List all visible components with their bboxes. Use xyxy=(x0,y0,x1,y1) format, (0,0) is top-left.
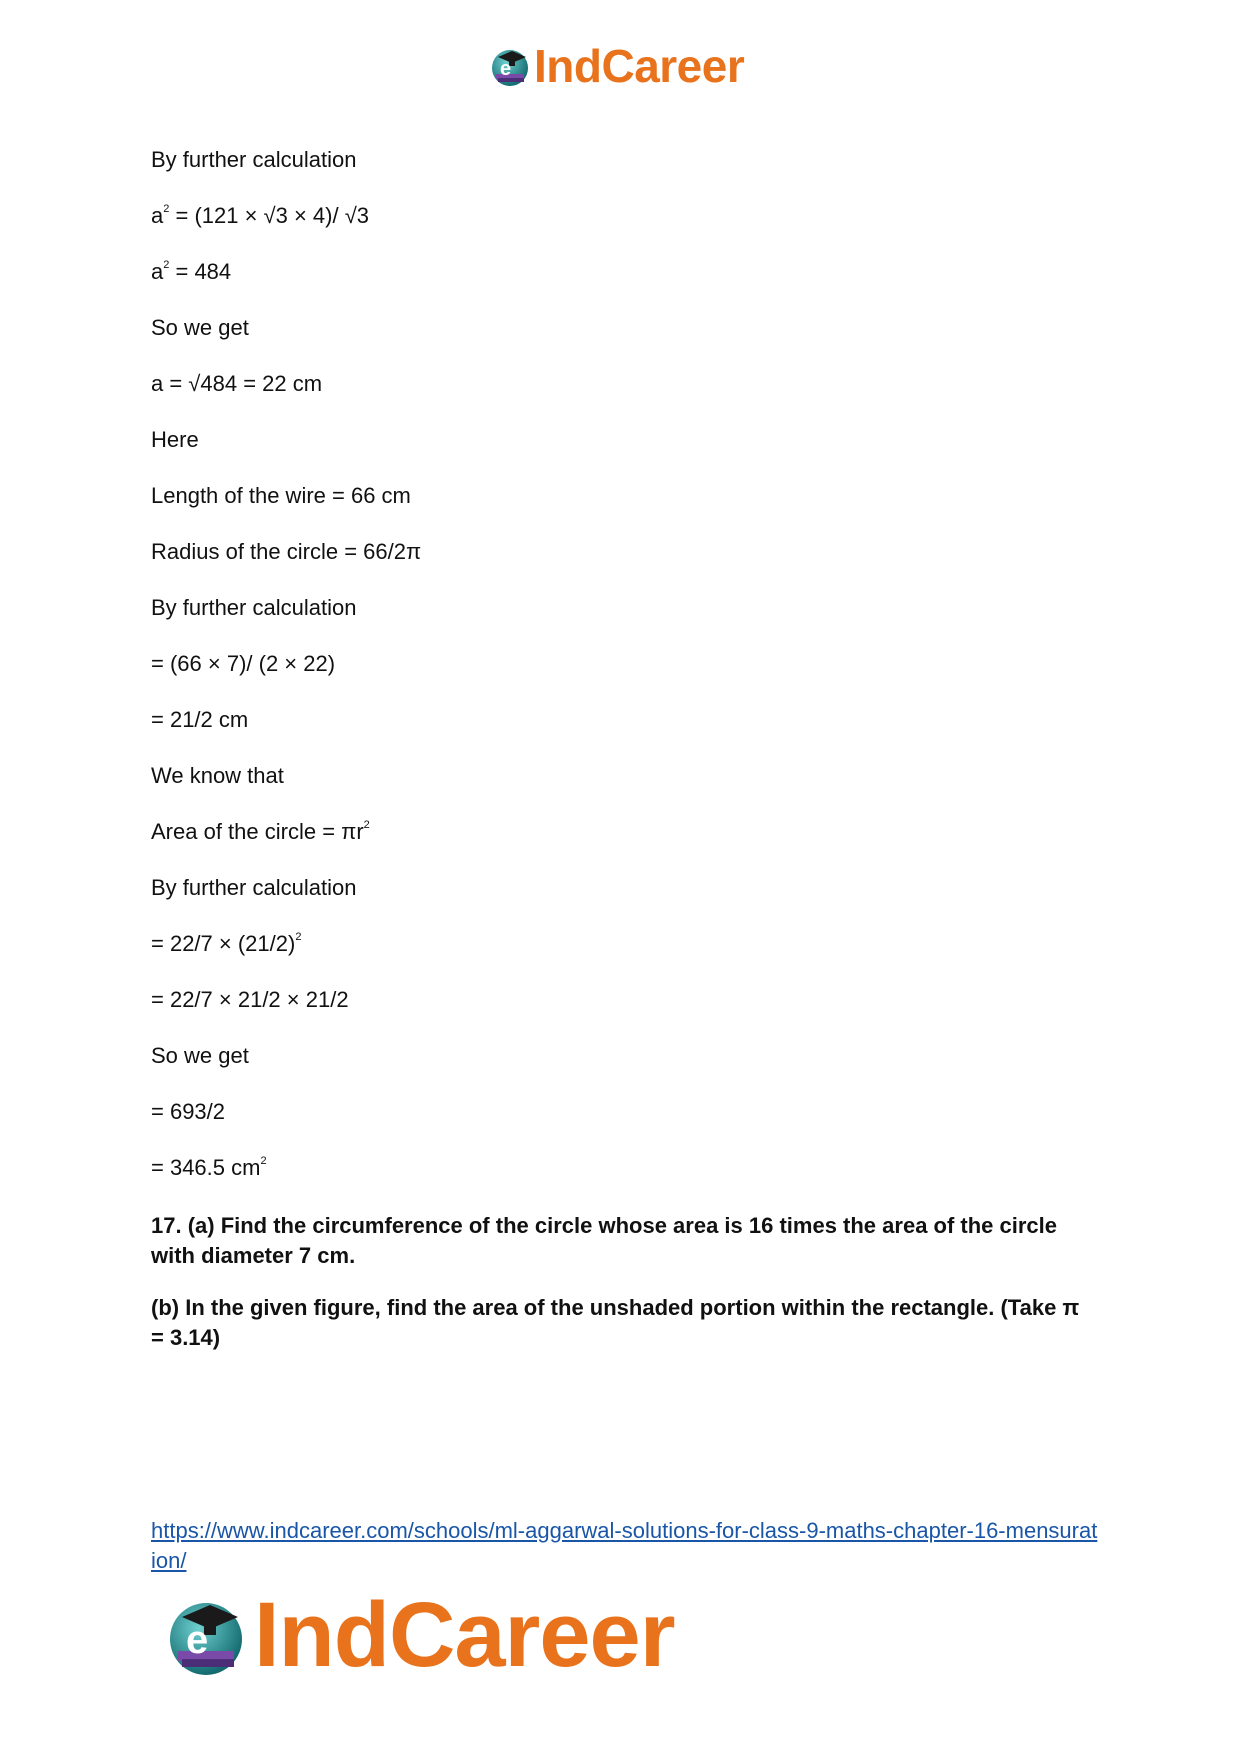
solution-line xyxy=(151,875,1091,901)
svg-text:e: e xyxy=(186,1618,209,1662)
indcareer-logo-icon xyxy=(488,44,532,88)
solution-lines xyxy=(151,147,1091,1181)
line-text: Area of the circle = πr xyxy=(151,819,364,844)
superscript: 2 xyxy=(163,203,170,215)
solution-line xyxy=(151,707,1091,733)
superscript: 2 xyxy=(163,259,170,271)
header-logo xyxy=(488,40,744,92)
line-text: a = √484 = 22 cm xyxy=(151,371,323,396)
superscript: 2 xyxy=(260,1155,267,1167)
line-text: = 22/7 × 21/2 × 21/2 xyxy=(151,987,349,1012)
solution-line xyxy=(151,259,1091,285)
line-text: Here xyxy=(151,427,199,452)
solution-line xyxy=(151,819,1091,845)
line-text: We know that xyxy=(151,763,284,788)
solution-line xyxy=(151,595,1091,621)
source-link[interactable]: https://www.indcareer.com/schools/ml-aggarwal-solutions-for-class-9-maths-chapter-16-mensuration/ xyxy=(151,1518,1098,1573)
line-text: a xyxy=(151,203,164,228)
solution-line xyxy=(151,315,1091,341)
solution-line xyxy=(151,371,1091,397)
superscript: 2 xyxy=(363,819,370,831)
solution-line xyxy=(151,203,1091,229)
line-text: By further calculation xyxy=(151,595,357,620)
solution-line xyxy=(151,651,1091,677)
line-text: = 22/7 × (21/2) xyxy=(151,931,296,956)
question-17a: 17. (a) Find the circumference of the circle whose area is 16 times the area of the circle with diameter 7 cm. xyxy=(151,1213,1058,1268)
document-content xyxy=(151,147,1091,1375)
header-logo-text: IndCareer xyxy=(534,40,745,92)
line-text: So we get xyxy=(151,315,249,340)
line-text-tail: = (121 × √3 × 4)/ √3 xyxy=(169,203,370,228)
line-text: = 693/2 xyxy=(151,1099,226,1124)
line-text-tail: = 484 xyxy=(169,259,232,284)
solution-line xyxy=(151,147,1091,173)
footer-logo xyxy=(162,1585,675,1685)
solution-line xyxy=(151,987,1091,1013)
svg-text:e: e xyxy=(500,58,512,80)
solution-line xyxy=(151,483,1091,509)
line-text: So we get xyxy=(151,1043,249,1068)
line-text: Length of the wire = 66 cm xyxy=(151,483,411,508)
line-text: = 346.5 cm xyxy=(151,1155,261,1180)
footer-logo-text: IndCareer xyxy=(254,1584,675,1686)
line-text: Radius of the circle = 66/2π xyxy=(151,539,422,564)
line-text: a xyxy=(151,259,164,284)
solution-line xyxy=(151,427,1091,453)
solution-line xyxy=(151,931,1091,957)
superscript: 2 xyxy=(295,931,302,943)
question-17b: (b) In the given figure, find the area of the unshaded portion within the rectangle. (Take π = 3.14) xyxy=(151,1295,1080,1350)
solution-line xyxy=(151,1043,1091,1069)
solution-line xyxy=(151,763,1091,789)
line-text: By further calculation xyxy=(151,875,357,900)
indcareer-logo-icon xyxy=(162,1591,250,1679)
solution-line xyxy=(151,539,1091,565)
line-text: = 21/2 cm xyxy=(151,707,249,732)
line-text: = (66 × 7)/ (2 × 22) xyxy=(151,651,336,676)
solution-line xyxy=(151,1155,1091,1181)
line-text: By further calculation xyxy=(151,147,357,172)
solution-line xyxy=(151,1099,1091,1125)
